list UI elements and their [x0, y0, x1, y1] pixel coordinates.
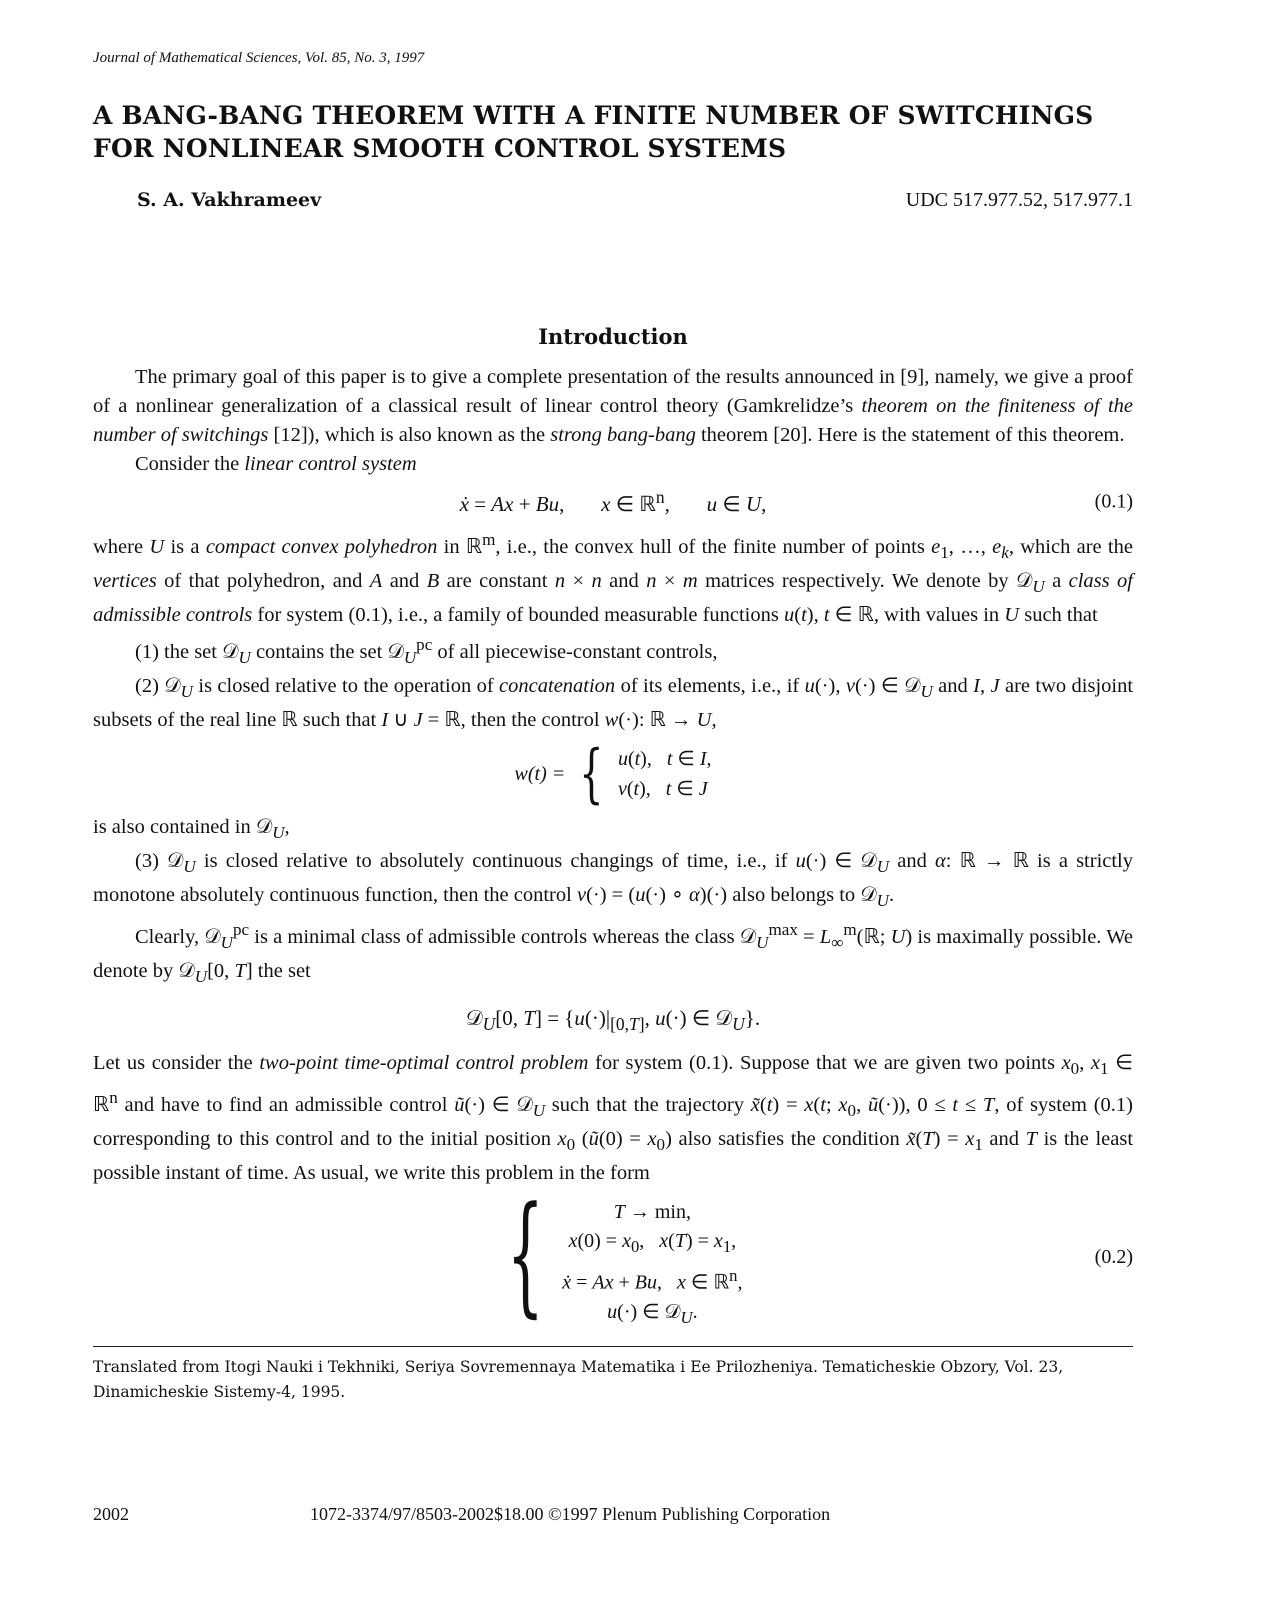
system-line-2: $x(0) = x_0$, $x(T) = x_1$, — [568, 1230, 737, 1257]
paragraph-2: Consider the linear control system — [135, 453, 417, 475]
equation-restriction — [93, 991, 1133, 1049]
system-line-1: T → min, — [613, 1201, 691, 1224]
system-line-3: ẋ = Ax + Bu, x ∈ ℝ$^n$, — [562, 1266, 743, 1295]
copyright-line: 1072-3374/97/8503-2002$18.00 ©1997 Plenum Publishing Corporation — [310, 1504, 831, 1524]
condition-3: (3) 𝒟$_U$ is closed relative to absolutely continuous changings of time, i.e., if u(·) ∈ 𝒟$_U$ and α: ℝ → ℝ is a strictly monotone absolutely continuous function, then the control v(·) = (u(·) ∘ α)(·) also belongs to 𝒟$_U$. — [93, 850, 1134, 911]
case-1: u(t), t ∈ I, — [617, 748, 712, 771]
section-title: Introduction — [538, 324, 688, 349]
system-line-4: u(·) ∈ 𝒟$_U$. — [607, 1301, 698, 1328]
concat-cases — [618, 744, 712, 804]
paper-page — [93, 44, 1133, 1405]
udc-code: UDC 517.977.52, 517.977.1 — [905, 189, 1133, 211]
journal-reference: Journal of Mathematical Sciences, Vol. 85, No. 3, 1997 — [93, 50, 425, 66]
paper-title — [93, 99, 1133, 165]
paragraph-5: Clearly, 𝒟$_U^{pc}$ is a minimal class of admissible controls whereas the class 𝒟$_U^{max}$ = $L_\infty^m(ℝ$; U) is maximally possible. We denote by 𝒟$_U$[0, T] the set — [93, 920, 1134, 987]
condition-2: (2) 𝒟$_U$ is closed relative to the operation of concatenation of its elements, i.e., if u(·), v(·) ∈ 𝒟$_U$ and I, J are two disjoint subsets of the real line ℝ such that I ∪ J = ℝ, then the control w(·): ℝ → U, — [93, 674, 1134, 732]
equation-0-1-body: ẋ = Ax + Bu, x ∈ ℝ$^n$, u ∈ U, — [459, 487, 767, 516]
equation-0-2-number: (0.2) — [1094, 1246, 1133, 1269]
translation-footnote: Translated from Itogi Nauki i Tekhniki, Seriya Sovremennaya Matematika i Ee Prilozheniya. Tematicheskie Obzory, Vol. 23, Dinamicheskie Sistemy-4, 1995. — [93, 1358, 1064, 1402]
equation-0-2 — [93, 1178, 1133, 1332]
system-lines — [562, 1194, 742, 1332]
equation-restriction-body: 𝒟$_U$[0, $T] = \{u(\cdot)|_{[0,T]}$, u(·) ∈ 𝒟$_U$}. — [465, 1005, 761, 1034]
concatenation-equation — [93, 737, 1133, 812]
author-line — [93, 189, 1133, 212]
page-number: 2002 — [93, 1504, 129, 1524]
case-2: v(t), t ∈ J — [617, 778, 708, 801]
condition-1: (1) the set 𝒟$_U$ contains the set 𝒟$_U^{pc}$ of all piecewise-constant controls, — [135, 635, 718, 667]
title-line-2: FOR NONLINEAR SMOOTH CONTROL SYSTEMS — [93, 134, 787, 163]
paragraph-1: The primary goal of this paper is to give a complete presentation of the results announced in [9], namely, we give a proof of a nonlinear generalization of a classical result of linear control theory (Gamkrelidze’s theorem on the finiteness of the number of switchings [12]), which is also known as the strong bang-bang theorem [20]. Here is the statement of this theorem. — [93, 366, 1133, 446]
equation-0-1-number: (0.1) — [1094, 490, 1133, 513]
concat-lhs: w(t) = — [514, 762, 566, 785]
footnote-divider — [93, 1346, 1133, 1347]
system-brace: { — [506, 1178, 544, 1331]
left-brace: { — [579, 737, 604, 812]
title-line-1: A BANG-BANG THEOREM WITH A FINITE NUMBER OF SWITCHINGS — [93, 101, 1094, 130]
equation-0-1 — [93, 479, 1133, 525]
paragraph-3: where U is a compact convex polyhedron in ℝ$^m$, i.e., the convex hull of the finite number of points $e_1$, …, $e_k$, which are the vertices of that polyhedron, and A and B are constant n × n and n × m matrices respectively. We denote by 𝒟$_U$ a class of admissible controls for system (0.1), i.e., a family of bounded measurable functions u(t), t ∈ ℝ, with values in U such that — [93, 530, 1134, 627]
paragraph-6: Let us consider the two-point time-optimal control problem for system (0.1). Suppose that we are given two points $x_0$, $x_1$ ∈ ℝ$^n$ and have to find an admissible control ũ(·) ∈ 𝒟$_U$ such that the trajectory x̃(t) = x(t; $x_0$, ũ(·)), 0 ≤ t ≤ T, of system (0.1) corresponding to this control and to the initial position $x_0$ (ũ(0) = $x_0$) also satisfies the condition x̃(T) = $x_1$ and T is the least possible instant of time. As usual, we write this problem in the form — [93, 1052, 1134, 1185]
paragraph-4: is also contained in 𝒟$_U$, — [93, 816, 290, 843]
author-name: S. A. Vakhrameev — [137, 189, 322, 211]
